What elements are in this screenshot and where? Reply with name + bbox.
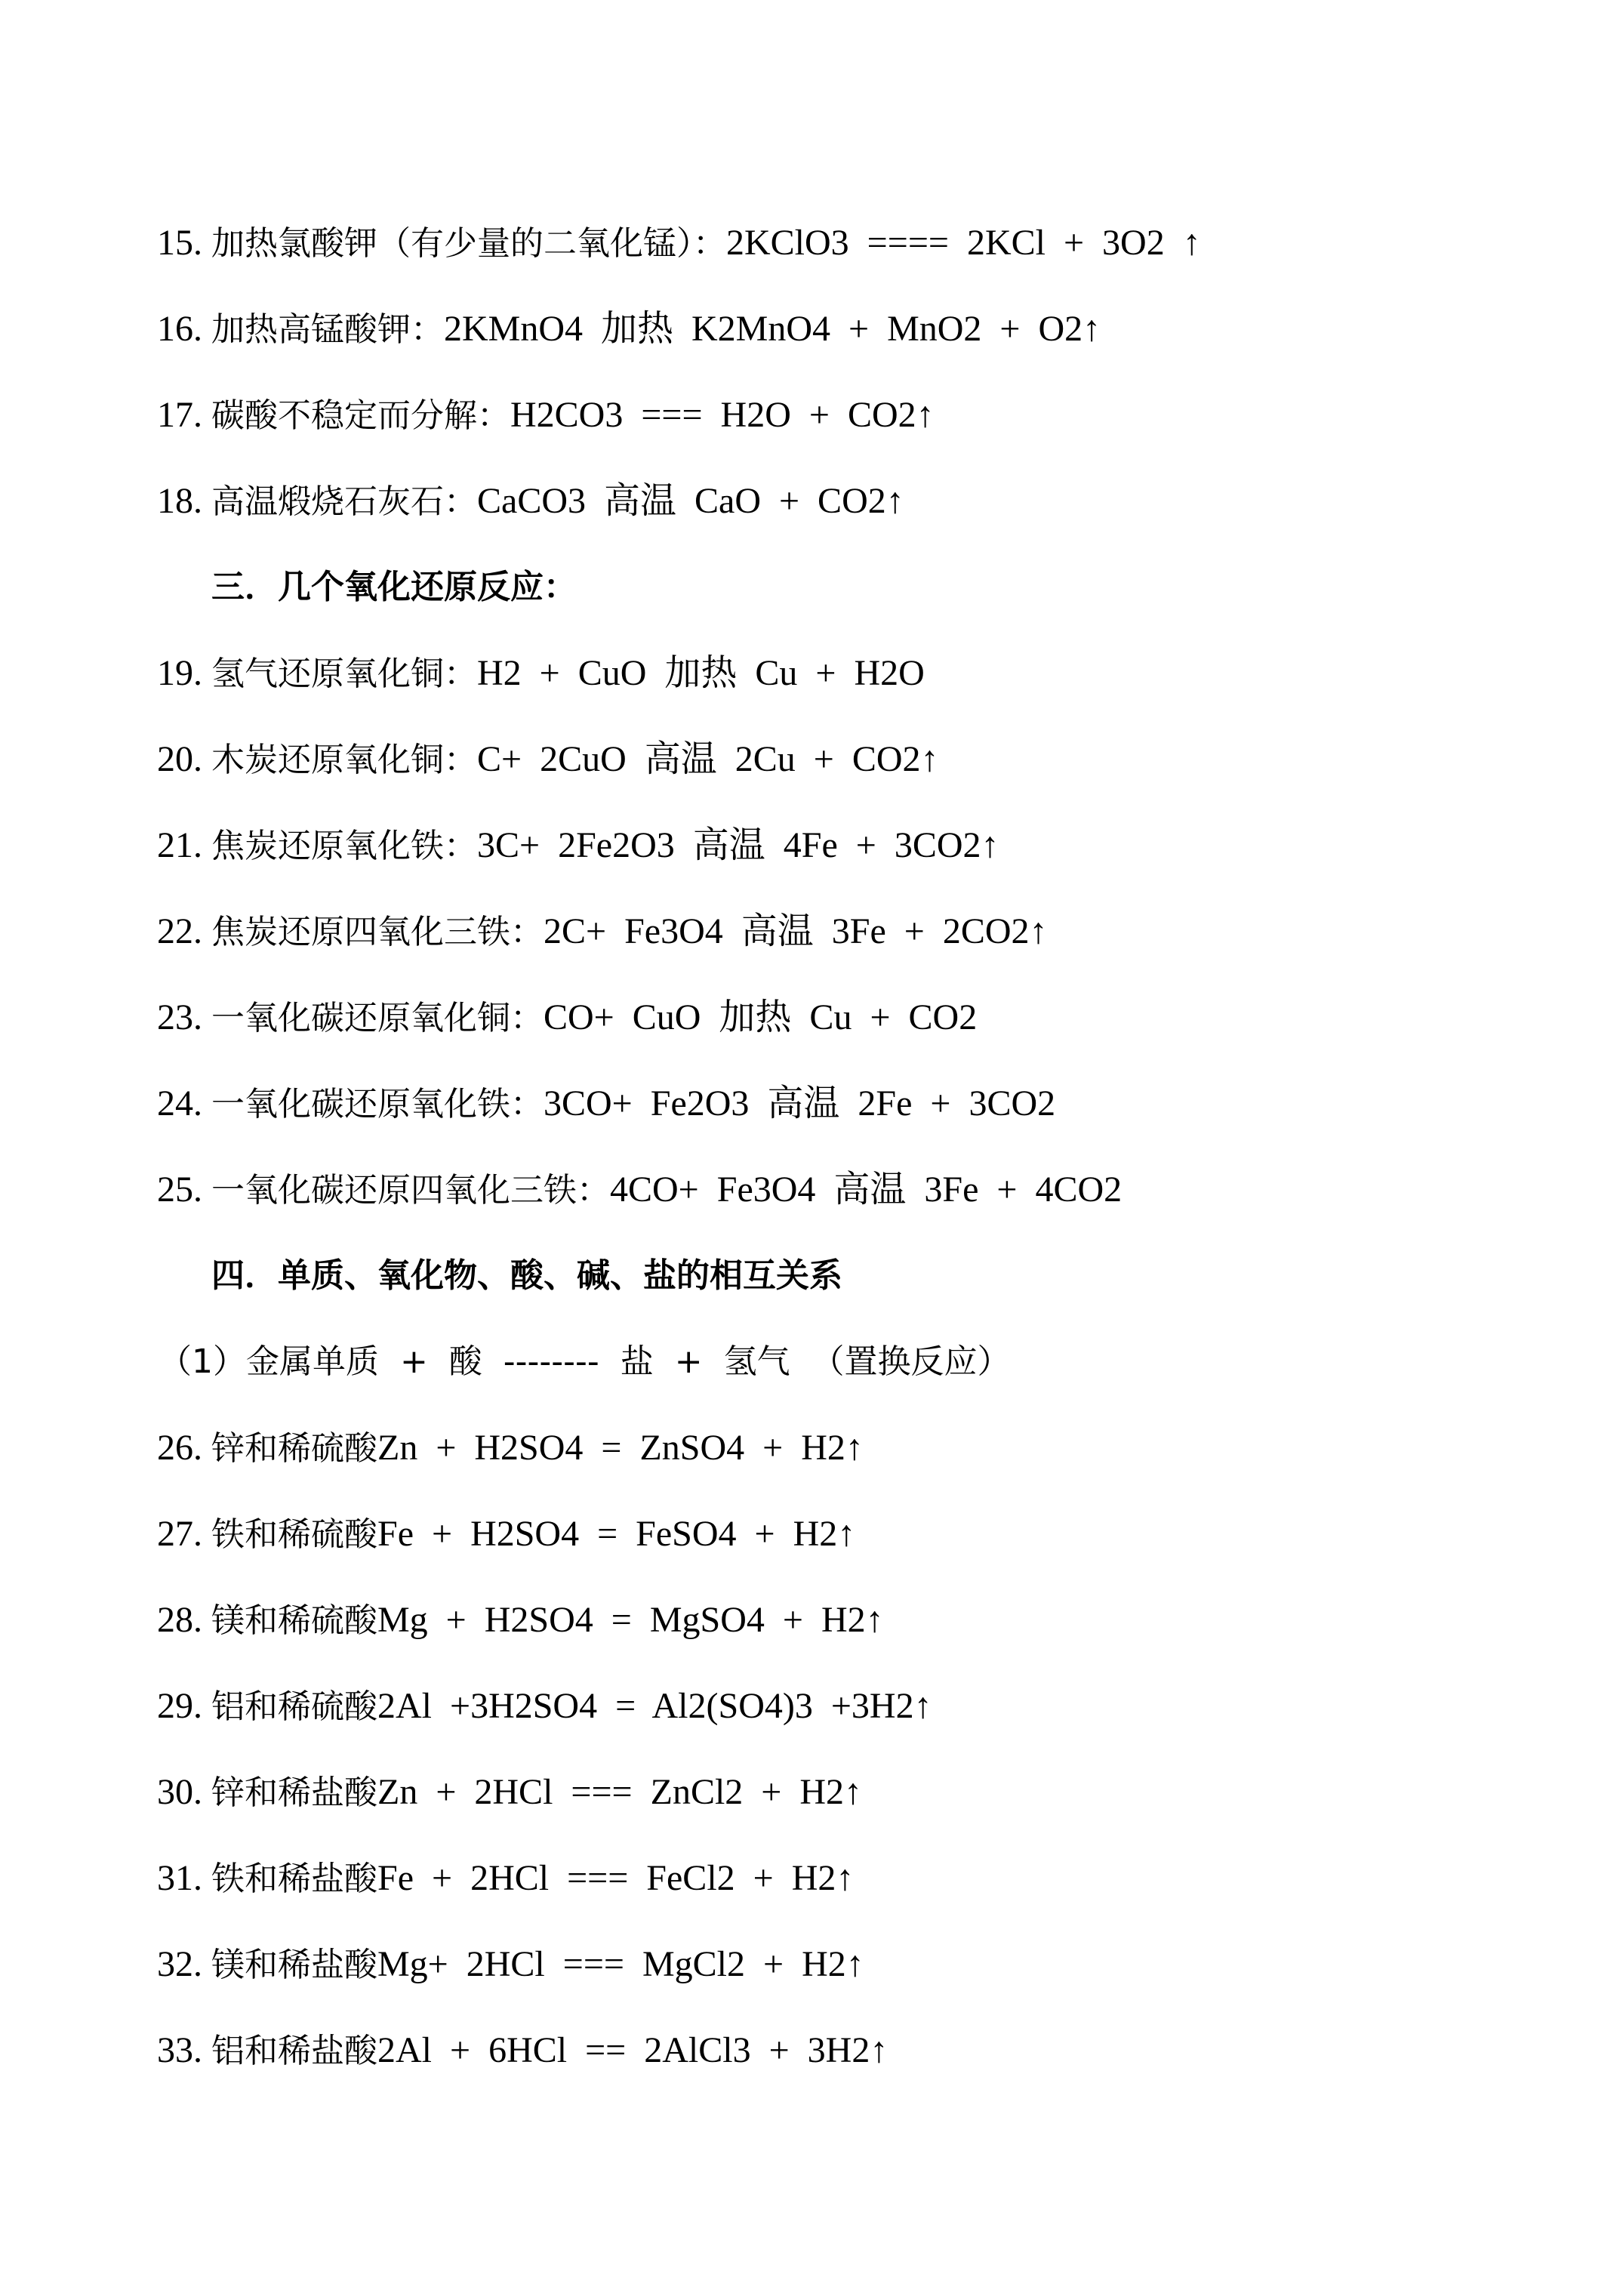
chemical-equation: Mg+ 2HCl === MgCl2 + H2↑	[377, 1944, 864, 1984]
item-number: 20.	[157, 739, 211, 779]
chemical-equation: H2 + CuO 加热 Cu + H2O	[477, 653, 925, 693]
chemical-equation: CaCO3 高温 CaO + CO2↑	[477, 481, 904, 521]
equation-line	[157, 385, 1591, 445]
item-number: 24.	[157, 1083, 211, 1123]
item-number: 16.	[157, 309, 211, 349]
chemical-equation: 4CO+ Fe3O4 高温 3Fe + 4CO2	[610, 1170, 1123, 1210]
item-number: 32.	[157, 1944, 211, 1984]
equation-line	[157, 815, 1591, 876]
item-number: 21.	[157, 825, 211, 865]
equation-line	[157, 643, 1591, 704]
subsection-heading: （1）金属单质 + 酸 -------- 盐 + 氢气 （置换反应）	[159, 1342, 1011, 1381]
chemical-equation: Mg + H2SO4 = MgSO4 + H2↑	[377, 1600, 884, 1640]
equation-line	[157, 1504, 1591, 1564]
reaction-name: 镁和稀硫酸	[211, 1601, 377, 1640]
chemical-equation: 2Al + 6HCl == 2AlCl3 + 3H2↑	[377, 2030, 888, 2070]
item-number: 33.	[157, 2030, 211, 2070]
equation-line	[157, 729, 1591, 790]
chemical-equation: Fe + H2SO4 = FeSO4 + H2↑	[377, 1514, 856, 1554]
chemical-equation: Fe + 2HCl === FeCl2 + H2↑	[377, 1858, 855, 1898]
chemical-equation: 3CO+ Fe2O3 高温 2Fe + 3CO2	[544, 1083, 1056, 1123]
item-number: 30.	[157, 1772, 211, 1812]
item-number: 31.	[157, 1858, 211, 1898]
reaction-name: 木炭还原氧化铜：	[211, 741, 477, 779]
reaction-name: 一氧化碳还原氧化铜：	[211, 999, 544, 1037]
item-number: 28.	[157, 1600, 211, 1640]
item-number: 18.	[157, 481, 211, 521]
equation-line	[157, 1074, 1591, 1134]
equation-line	[157, 1676, 1591, 1737]
chemical-equation: Zn + 2HCl === ZnCl2 + H2↑	[377, 1772, 863, 1812]
equation-line	[157, 2020, 1591, 2081]
equation-line	[157, 1160, 1591, 1220]
reaction-name: 加热氯酸钾（有少量的二氧化锰）：	[211, 224, 726, 263]
chemical-equation: 2Al +3H2SO4 = Al2(SO4)3 +3H2↑	[377, 1686, 932, 1726]
reaction-name: 焦炭还原氧化铁：	[211, 827, 477, 865]
equation-line	[157, 901, 1591, 962]
reaction-name: 高温煅烧石灰石：	[211, 482, 477, 521]
reaction-name: 氢气还原氧化铜：	[211, 655, 477, 693]
section-heading: 三．几个氧化还原反应：	[211, 568, 577, 606]
reaction-name: 铝和稀盐酸	[211, 2032, 377, 2070]
equation-line	[157, 213, 1591, 273]
reaction-name: 加热高锰酸钾：	[211, 310, 444, 349]
reaction-name: 铁和稀硫酸	[211, 1515, 377, 1554]
item-number: 25.	[157, 1170, 211, 1210]
equation-line	[157, 1934, 1591, 1995]
chemical-equation: 2KClO3 ==== 2KCl + 3O2 ↑	[726, 223, 1201, 263]
reaction-name: 焦炭还原四氧化三铁：	[211, 913, 544, 951]
equation-line	[157, 988, 1591, 1048]
item-number: 17.	[157, 395, 211, 435]
chemical-equation: C+ 2CuO 高温 2Cu + CO2↑	[477, 739, 939, 779]
reaction-name: 锌和稀硫酸	[211, 1429, 377, 1468]
reaction-name: 锌和稀盐酸	[211, 1774, 377, 1812]
reaction-name: 一氧化碳还原四氧化三铁：	[211, 1171, 610, 1210]
chemical-equation: 2KMnO4 加热 K2MnO4 + MnO2 + O2↑	[444, 309, 1101, 349]
equation-line	[157, 1418, 1591, 1478]
reaction-name: 镁和稀盐酸	[211, 1946, 377, 1984]
section-heading: 四．单质、氧化物、酸、碱、盐的相互关系	[211, 1256, 842, 1295]
reaction-name: 铁和稀盐酸	[211, 1860, 377, 1898]
equation-line	[157, 1590, 1591, 1650]
item-number: 27.	[157, 1514, 211, 1554]
item-number: 15.	[157, 223, 211, 263]
equation-line	[157, 1762, 1591, 1823]
equation-line	[157, 1848, 1591, 1909]
item-number: 22.	[157, 911, 211, 951]
chemical-equation: 3C+ 2Fe2O3 高温 4Fe + 3CO2↑	[477, 825, 999, 865]
item-number: 29.	[157, 1686, 211, 1726]
chemical-equation: Zn + H2SO4 = ZnSO4 + H2↑	[377, 1428, 864, 1468]
chemical-equation: 2C+ Fe3O4 高温 3Fe + 2CO2↑	[544, 911, 1048, 951]
reaction-name: 一氧化碳还原氧化铁：	[211, 1085, 544, 1123]
reaction-name: 碳酸不稳定而分解：	[211, 396, 510, 435]
chemical-equation: H2CO3 === H2O + CO2↑	[510, 395, 935, 435]
reaction-name: 铝和稀硫酸	[211, 1687, 377, 1726]
equation-line	[157, 299, 1591, 359]
chemical-equation: CO+ CuO 加热 Cu + CO2	[544, 997, 978, 1037]
equation-line	[157, 471, 1591, 532]
item-number: 23.	[157, 997, 211, 1037]
item-number: 26.	[157, 1428, 211, 1468]
item-number: 19.	[157, 653, 211, 693]
